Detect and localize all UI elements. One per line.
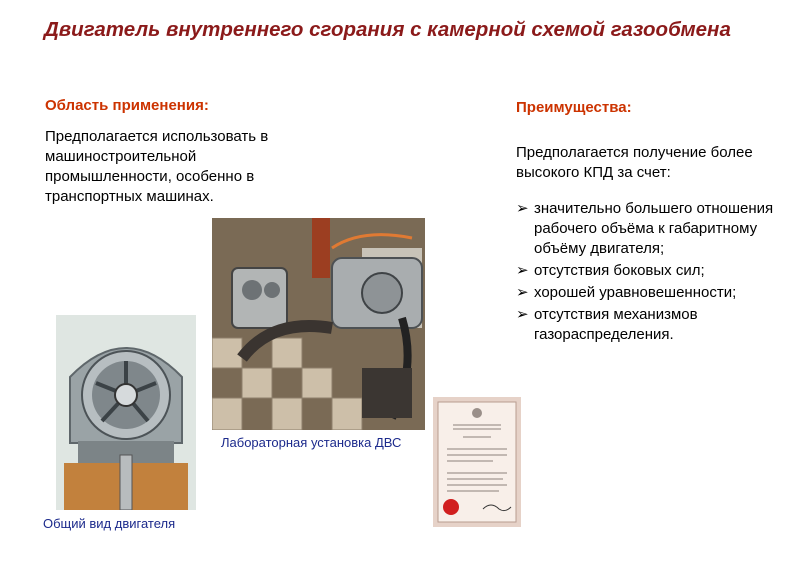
arrow-bullet-icon: ➢	[516, 306, 529, 323]
advantages-list	[516, 199, 791, 347]
patent-document-photo	[433, 397, 521, 527]
advantage-text: отсутствия боковых сил;	[534, 262, 705, 279]
advantage-text: хорошей уравновешенности;	[534, 284, 737, 301]
list-item	[516, 261, 791, 281]
application-text: Предполагается использовать в машиностроительной промышленности, особенно в транспортных машинах.	[45, 128, 269, 205]
arrow-bullet-icon: ➢	[516, 262, 529, 279]
list-item	[516, 283, 791, 303]
engine-caption: Общий вид двигателя	[43, 516, 176, 531]
lab-caption: Лабораторная установка ДВС	[221, 435, 402, 450]
advantages-heading: Преимущества:	[516, 99, 632, 116]
advantages-intro: Предполагается получение более высокого КПД за счет:	[516, 144, 753, 181]
arrow-bullet-icon: ➢	[516, 200, 529, 217]
advantage-text: отсутствия механизмов газораспределения.	[534, 306, 698, 343]
arrow-bullet-icon: ➢	[516, 284, 529, 301]
lab-setup-photo	[212, 218, 425, 430]
advantage-text: значительно большего отношения рабочего объёма к габаритному объёму двигателя;	[534, 200, 774, 257]
page-title: Двигатель внутреннего сгорания с камерной схемой газообмена	[44, 18, 731, 41]
application-heading: Область применения:	[45, 97, 209, 114]
list-item	[516, 199, 791, 259]
engine-photo	[56, 315, 196, 510]
list-item	[516, 305, 791, 345]
